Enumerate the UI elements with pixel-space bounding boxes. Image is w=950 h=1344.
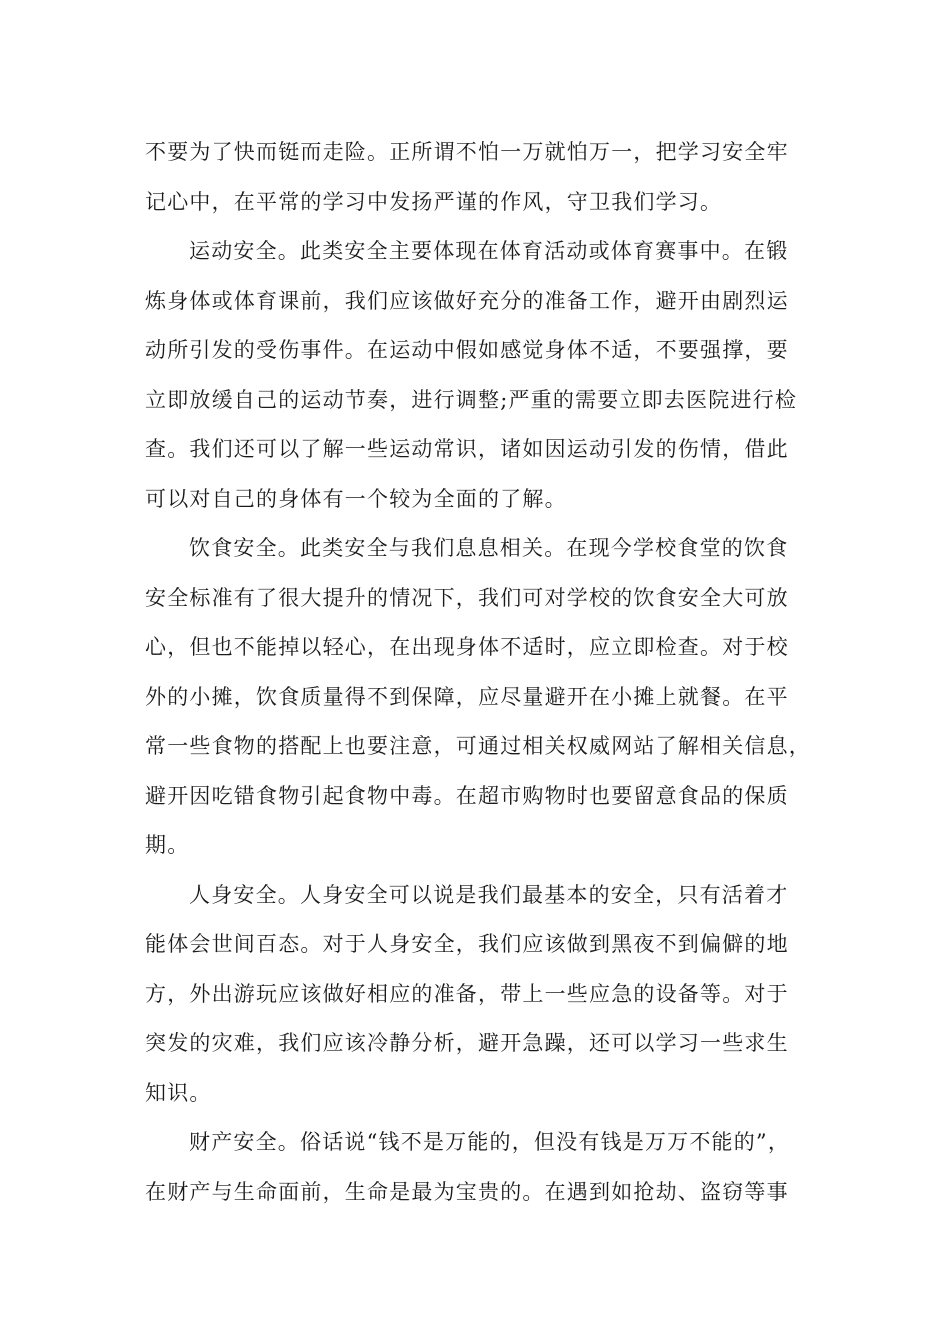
- paragraph-start-line: 人身安全。人身安全可以说是我们最基本的安全，只有活着才: [189, 882, 789, 907]
- text-line: 动所引发的受伤事件。在运动中假如感觉身体不适，不要强撑，要: [145, 338, 789, 362]
- text-line: 能体会世间百态。对于人身安全，我们应该做到黑夜不到偏僻的地: [145, 932, 789, 956]
- text-line: 突发的灾难，我们应该冷静分析，避开急躁，还可以学习一些求生: [145, 1031, 789, 1055]
- text-line: 炼身体或体育课前，我们应该做好充分的准备工作，避开由剧烈运: [145, 288, 789, 313]
- text-line: 查。我们还可以了解一些运动常识，诸如因运动引发的伤情，借此: [145, 437, 789, 461]
- text-line: 期。: [145, 833, 190, 857]
- text-line: 外的小摊，饮食质量得不到保障，应尽量避开在小摊上就餐。在平: [145, 684, 789, 709]
- paragraph-start-line: 运动安全。此类安全主要体现在体育活动或体育赛事中。在锻: [189, 239, 789, 263]
- body-text: [145, 128, 825, 1217]
- text-line: 可以对自己的身体有一个较为全面的了解。: [145, 486, 567, 511]
- text-line: 安全标准有了很大提升的情况下，我们可对学校的饮食安全大可放: [145, 585, 789, 610]
- text-line: 避开因吃错食物引起食物中毒。在超市购物时也要留意食品的保质: [145, 783, 789, 808]
- text-line: 心，但也不能掉以轻心，在出现身体不适时，应立即检查。对于校: [145, 635, 789, 659]
- paragraph-start-line: 饮食安全。此类安全与我们息息相关。在现今学校食堂的饮食: [189, 536, 789, 560]
- text-line: 记心中，在平常的学习中发扬严谨的作风，守卫我们学习。: [145, 189, 723, 214]
- text-line: 知识。: [145, 1080, 212, 1105]
- text-line: 在财产与生命面前，生命是最为宝贵的。在遇到如抢劫、盗窃等事: [145, 1179, 789, 1204]
- text-line: 不要为了快而铤而走险。正所谓不怕一万就怕万一，把学习安全牢: [145, 140, 789, 164]
- paragraph-start-line: 财产安全。俗话说“钱不是万能的，但没有钱是万万不能的”，: [189, 1130, 791, 1154]
- text-line: 常一些食物的搭配上也要注意，可通过相关权威网站了解相关信息，: [145, 734, 811, 758]
- text-line: 立即放缓自己的运动节奏，进行调整;严重的需要立即去医院进行检: [145, 387, 798, 412]
- text-line: 方，外出游玩应该做好相应的准备，带上一些应急的设备等。对于: [145, 981, 789, 1006]
